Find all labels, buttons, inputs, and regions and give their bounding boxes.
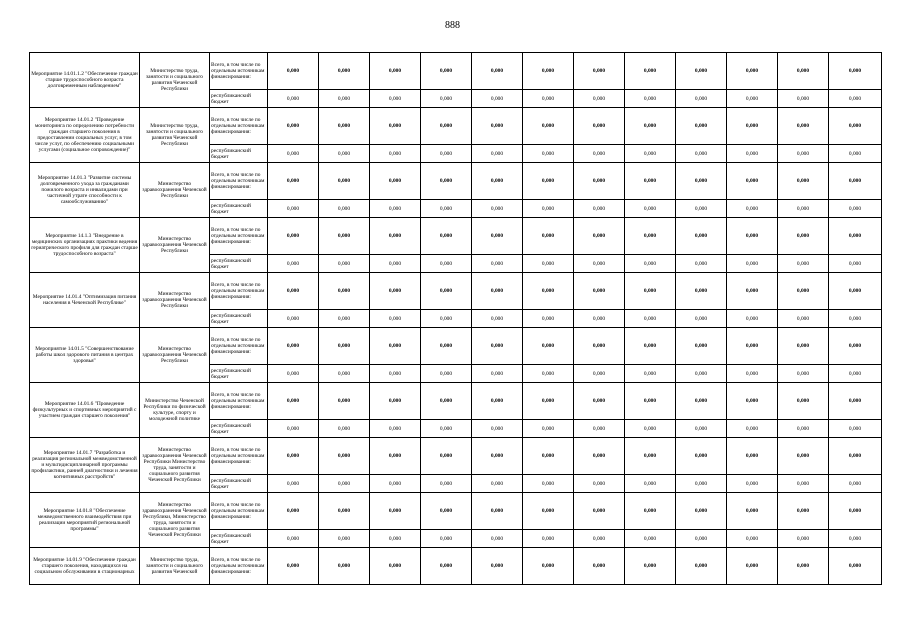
total-amount-cell: 0,000 [778, 328, 829, 365]
total-amount-cell: 0,000 [319, 163, 370, 200]
budget-amount-cell: 0,000 [421, 145, 472, 163]
responsible-org-cell: Министерство здравоохранения Чеченской Республики Министерство труда, занятости и социального развития Чеченской Республики [140, 438, 210, 493]
responsible-org-cell: Министерство здравоохранения Чеченской Республики [140, 163, 210, 218]
budget-amount-cell: 0,000 [523, 365, 574, 383]
total-amount-cell: 0,000 [778, 493, 829, 530]
budget-amount-cell: 0,000 [523, 530, 574, 548]
budget-amount-cell: 0,000 [370, 255, 421, 273]
total-amount-cell: 0,000 [574, 548, 625, 585]
total-amount-cell: 0,000 [472, 493, 523, 530]
budget-amount-cell: 0,000 [472, 530, 523, 548]
budget-amount-cell: 0,000 [625, 310, 676, 328]
total-amount-cell: 0,000 [574, 163, 625, 200]
table-row [30, 383, 882, 420]
total-amount-cell: 0,000 [676, 108, 727, 145]
total-amount-cell: 0,000 [523, 163, 574, 200]
responsible-org-cell: Министерство труда, занятости и социального развития Чеченской [140, 548, 210, 585]
funding-source-total-label: Всего, в том числе по отдельным источникам финансирования: [210, 548, 268, 585]
funding-source-budget-label: республиканский бюджет [210, 145, 268, 163]
total-amount-cell: 0,000 [625, 493, 676, 530]
total-amount-cell: 0,000 [421, 493, 472, 530]
activity-cell: Мероприятие 14.01.2 "Проведение мониторинга по определению потребности граждан старшего поколения в предоставлении социальных услуг, в том числе услуг, по обеспечению социальными услугами (социальное сопровождение)" [30, 108, 140, 163]
total-amount-cell: 0,000 [472, 328, 523, 365]
total-amount-cell: 0,000 [829, 53, 882, 90]
total-amount-cell: 0,000 [778, 548, 829, 585]
budget-amount-cell: 0,000 [574, 365, 625, 383]
budget-amount-cell: 0,000 [727, 90, 778, 108]
total-amount-cell: 0,000 [625, 273, 676, 310]
total-amount-cell: 0,000 [574, 438, 625, 475]
budget-amount-cell: 0,000 [676, 200, 727, 218]
budget-amount-cell: 0,000 [676, 365, 727, 383]
budget-amount-cell: 0,000 [829, 90, 882, 108]
funding-source-budget-label: республиканский бюджет [210, 365, 268, 383]
total-amount-cell: 0,000 [370, 493, 421, 530]
budget-amount-cell: 0,000 [268, 530, 319, 548]
total-amount-cell: 0,000 [421, 548, 472, 585]
total-amount-cell: 0,000 [472, 273, 523, 310]
total-amount-cell: 0,000 [370, 548, 421, 585]
total-amount-cell: 0,000 [625, 383, 676, 420]
responsible-org-cell: Министерство здравоохранения Чеченской Республики [140, 328, 210, 383]
total-amount-cell: 0,000 [574, 493, 625, 530]
budget-amount-cell: 0,000 [421, 200, 472, 218]
funding-source-total-label: Всего, в том числе по отдельным источникам финансирования: [210, 493, 268, 530]
total-amount-cell: 0,000 [421, 218, 472, 255]
total-amount-cell: 0,000 [727, 383, 778, 420]
table-row [30, 328, 882, 365]
budget-amount-cell: 0,000 [574, 255, 625, 273]
budget-amount-cell: 0,000 [268, 145, 319, 163]
responsible-org-cell: Министерство труда, занятости и социального развития Чеченской Республики [140, 53, 210, 108]
budget-amount-cell: 0,000 [370, 530, 421, 548]
budget-amount-cell: 0,000 [370, 365, 421, 383]
funding-source-total-label: Всего, в том числе по отдельным источникам финансирования: [210, 53, 268, 90]
budget-amount-cell: 0,000 [574, 310, 625, 328]
total-amount-cell: 0,000 [625, 438, 676, 475]
total-amount-cell: 0,000 [778, 108, 829, 145]
total-amount-cell: 0,000 [370, 328, 421, 365]
budget-amount-cell: 0,000 [472, 310, 523, 328]
total-amount-cell: 0,000 [268, 493, 319, 530]
total-amount-cell: 0,000 [319, 493, 370, 530]
total-amount-cell: 0,000 [829, 163, 882, 200]
funding-source-budget-label: республиканский бюджет [210, 310, 268, 328]
budget-amount-cell: 0,000 [829, 200, 882, 218]
table-row [30, 163, 882, 200]
total-amount-cell: 0,000 [421, 273, 472, 310]
budget-amount-cell: 0,000 [421, 310, 472, 328]
budget-amount-cell: 0,000 [778, 145, 829, 163]
total-amount-cell: 0,000 [319, 548, 370, 585]
budget-amount-cell: 0,000 [778, 200, 829, 218]
budget-amount-cell: 0,000 [727, 420, 778, 438]
total-amount-cell: 0,000 [370, 53, 421, 90]
total-amount-cell: 0,000 [829, 108, 882, 145]
table-row [30, 548, 882, 585]
budget-amount-cell: 0,000 [523, 310, 574, 328]
budget-amount-cell: 0,000 [829, 420, 882, 438]
total-amount-cell: 0,000 [829, 493, 882, 530]
budget-amount-cell: 0,000 [727, 200, 778, 218]
funding-source-total-label: Всего, в том числе по отдельным источникам финансирования: [210, 218, 268, 255]
total-amount-cell: 0,000 [370, 438, 421, 475]
budget-amount-cell: 0,000 [472, 255, 523, 273]
budget-amount-cell: 0,000 [778, 475, 829, 493]
page-number: 888 [445, 20, 460, 31]
total-amount-cell: 0,000 [574, 218, 625, 255]
budget-amount-cell: 0,000 [370, 420, 421, 438]
activity-cell: Мероприятие 14.01.8 "Обеспечение межведомственного взаимодействия при реализации мероприятий региональной программы" [30, 493, 140, 548]
total-amount-cell: 0,000 [421, 163, 472, 200]
total-amount-cell: 0,000 [523, 328, 574, 365]
budget-amount-cell: 0,000 [574, 475, 625, 493]
total-amount-cell: 0,000 [676, 383, 727, 420]
total-amount-cell: 0,000 [574, 108, 625, 145]
funding-source-budget-label: республиканский бюджет [210, 420, 268, 438]
budget-amount-cell: 0,000 [625, 420, 676, 438]
total-amount-cell: 0,000 [319, 108, 370, 145]
budget-amount-cell: 0,000 [421, 255, 472, 273]
activity-cell: Мероприятие 14.01.3 "Развитие системы долговременного ухода за гражданами пожилого возраста и инвалидами при частичной утрате способности к самообслуживанию" [30, 163, 140, 218]
funding-source-budget-label: республиканский бюджет [210, 200, 268, 218]
activity-cell: Мероприятие 14.01.4 "Оптимизация питания населения в Чеченской Республике" [30, 273, 140, 328]
total-amount-cell: 0,000 [778, 163, 829, 200]
budget-amount-cell: 0,000 [625, 530, 676, 548]
budget-amount-cell: 0,000 [523, 420, 574, 438]
total-amount-cell: 0,000 [268, 548, 319, 585]
responsible-org-cell: Министерство здравоохранения Чеченской Республики, Министерство труда, занятости и социального развития Чеченской Республики [140, 493, 210, 548]
budget-amount-cell: 0,000 [472, 90, 523, 108]
budget-amount-cell: 0,000 [421, 475, 472, 493]
budget-amount-cell: 0,000 [676, 310, 727, 328]
total-amount-cell: 0,000 [829, 383, 882, 420]
budget-amount-cell: 0,000 [574, 420, 625, 438]
total-amount-cell: 0,000 [727, 218, 778, 255]
funding-source-total-label: Всего, в том числе по отдельным источникам финансирования: [210, 383, 268, 420]
total-amount-cell: 0,000 [472, 548, 523, 585]
total-amount-cell: 0,000 [421, 328, 472, 365]
budget-amount-cell: 0,000 [472, 420, 523, 438]
total-amount-cell: 0,000 [319, 273, 370, 310]
funding-source-total-label: Всего, в том числе по отдельным источникам финансирования: [210, 163, 268, 200]
total-amount-cell: 0,000 [676, 438, 727, 475]
budget-amount-cell: 0,000 [370, 310, 421, 328]
total-amount-cell: 0,000 [319, 53, 370, 90]
budget-amount-cell: 0,000 [829, 365, 882, 383]
total-amount-cell: 0,000 [472, 53, 523, 90]
budget-amount-cell: 0,000 [421, 530, 472, 548]
budget-amount-cell: 0,000 [727, 255, 778, 273]
total-amount-cell: 0,000 [778, 438, 829, 475]
total-amount-cell: 0,000 [676, 163, 727, 200]
budget-amount-cell: 0,000 [574, 90, 625, 108]
total-amount-cell: 0,000 [421, 438, 472, 475]
budget-amount-cell: 0,000 [727, 145, 778, 163]
total-amount-cell: 0,000 [574, 53, 625, 90]
total-amount-cell: 0,000 [268, 53, 319, 90]
total-amount-cell: 0,000 [574, 328, 625, 365]
budget-amount-cell: 0,000 [625, 255, 676, 273]
total-amount-cell: 0,000 [268, 108, 319, 145]
budget-amount-cell: 0,000 [268, 365, 319, 383]
total-amount-cell: 0,000 [829, 438, 882, 475]
budget-amount-cell: 0,000 [268, 475, 319, 493]
total-amount-cell: 0,000 [625, 218, 676, 255]
activity-cell: Мероприятие 14.1.3 "Внедрение в медицинских организациях практики ведения гериатрического профиля для граждан старше трудоспособного возраста" [30, 218, 140, 273]
total-amount-cell: 0,000 [676, 53, 727, 90]
total-amount-cell: 0,000 [574, 383, 625, 420]
total-amount-cell: 0,000 [727, 108, 778, 145]
budget-amount-cell: 0,000 [676, 255, 727, 273]
funding-source-total-label: Всего, в том числе по отдельным источникам финансирования: [210, 328, 268, 365]
budget-amount-cell: 0,000 [676, 530, 727, 548]
activity-cell: Мероприятие 14.01.9 "Обеспечение граждан старшего поколения, находящихся на социальном обслуживании в стационарных [30, 548, 140, 585]
funding-source-total-label: Всего, в том числе по отдельным источникам финансирования: [210, 273, 268, 310]
budget-amount-cell: 0,000 [625, 475, 676, 493]
total-amount-cell: 0,000 [829, 218, 882, 255]
total-amount-cell: 0,000 [625, 163, 676, 200]
budget-amount-cell: 0,000 [676, 90, 727, 108]
total-amount-cell: 0,000 [523, 53, 574, 90]
budget-amount-cell: 0,000 [370, 90, 421, 108]
budget-amount-cell: 0,000 [523, 145, 574, 163]
budget-amount-cell: 0,000 [727, 475, 778, 493]
budget-amount-cell: 0,000 [370, 145, 421, 163]
total-amount-cell: 0,000 [319, 383, 370, 420]
funding-source-budget-label: республиканский бюджет [210, 255, 268, 273]
table-row [30, 218, 882, 255]
budget-amount-cell: 0,000 [523, 90, 574, 108]
total-amount-cell: 0,000 [676, 273, 727, 310]
total-amount-cell: 0,000 [421, 383, 472, 420]
total-amount-cell: 0,000 [472, 383, 523, 420]
total-amount-cell: 0,000 [727, 328, 778, 365]
total-amount-cell: 0,000 [727, 438, 778, 475]
budget-amount-cell: 0,000 [778, 90, 829, 108]
total-amount-cell: 0,000 [778, 273, 829, 310]
table-row [30, 273, 882, 310]
total-amount-cell: 0,000 [676, 493, 727, 530]
table-row [30, 493, 882, 530]
responsible-org-cell: Министерство здравоохранения Чеченской Республики [140, 218, 210, 273]
total-amount-cell: 0,000 [727, 273, 778, 310]
budget-amount-cell: 0,000 [370, 475, 421, 493]
budget-amount-cell: 0,000 [574, 530, 625, 548]
budget-amount-cell: 0,000 [319, 90, 370, 108]
total-amount-cell: 0,000 [370, 218, 421, 255]
budget-amount-cell: 0,000 [829, 310, 882, 328]
budget-amount-cell: 0,000 [574, 200, 625, 218]
total-amount-cell: 0,000 [625, 328, 676, 365]
total-amount-cell: 0,000 [523, 218, 574, 255]
budget-amount-cell: 0,000 [319, 310, 370, 328]
budget-amount-cell: 0,000 [727, 310, 778, 328]
total-amount-cell: 0,000 [268, 273, 319, 310]
budget-amount-cell: 0,000 [778, 255, 829, 273]
budget-amount-cell: 0,000 [829, 255, 882, 273]
financing-table [29, 52, 882, 585]
total-amount-cell: 0,000 [829, 548, 882, 585]
activity-cell: Мероприятие 14.01.6 "Проведение физкультурных и спортивных мероприятий с участием граждан старшего поколения" [30, 383, 140, 438]
budget-amount-cell: 0,000 [625, 365, 676, 383]
total-amount-cell: 0,000 [370, 108, 421, 145]
budget-amount-cell: 0,000 [268, 310, 319, 328]
funding-source-total-label: Всего, в том числе по отдельным источникам финансирования: [210, 438, 268, 475]
total-amount-cell: 0,000 [268, 438, 319, 475]
budget-amount-cell: 0,000 [268, 90, 319, 108]
total-amount-cell: 0,000 [523, 108, 574, 145]
total-amount-cell: 0,000 [676, 548, 727, 585]
budget-amount-cell: 0,000 [523, 475, 574, 493]
budget-amount-cell: 0,000 [472, 200, 523, 218]
total-amount-cell: 0,000 [421, 108, 472, 145]
total-amount-cell: 0,000 [472, 438, 523, 475]
budget-amount-cell: 0,000 [778, 310, 829, 328]
budget-amount-cell: 0,000 [829, 475, 882, 493]
total-amount-cell: 0,000 [268, 218, 319, 255]
total-amount-cell: 0,000 [370, 163, 421, 200]
budget-amount-cell: 0,000 [574, 145, 625, 163]
total-amount-cell: 0,000 [676, 218, 727, 255]
budget-amount-cell: 0,000 [421, 90, 472, 108]
budget-amount-cell: 0,000 [778, 420, 829, 438]
total-amount-cell: 0,000 [778, 218, 829, 255]
activity-cell: Мероприятие 14.01.7 "Разработка и реализация региональной межведомственной и мультидисциплинарной программы профилактики, ранней диагностики и лечения когнитивных расстройств" [30, 438, 140, 493]
budget-amount-cell: 0,000 [523, 200, 574, 218]
budget-amount-cell: 0,000 [676, 420, 727, 438]
total-amount-cell: 0,000 [778, 53, 829, 90]
activity-cell: Мероприятие 14.01.5 "Совершенствование работы школ здорового питания в центрах здоровья" [30, 328, 140, 383]
budget-amount-cell: 0,000 [472, 475, 523, 493]
total-amount-cell: 0,000 [523, 548, 574, 585]
budget-amount-cell: 0,000 [778, 530, 829, 548]
budget-amount-cell: 0,000 [319, 420, 370, 438]
total-amount-cell: 0,000 [625, 548, 676, 585]
total-amount-cell: 0,000 [421, 53, 472, 90]
funding-source-budget-label: республиканский бюджет [210, 530, 268, 548]
total-amount-cell: 0,000 [319, 438, 370, 475]
budget-amount-cell: 0,000 [268, 200, 319, 218]
budget-amount-cell: 0,000 [370, 200, 421, 218]
total-amount-cell: 0,000 [319, 218, 370, 255]
funding-source-budget-label: республиканский бюджет [210, 475, 268, 493]
budget-amount-cell: 0,000 [676, 145, 727, 163]
total-amount-cell: 0,000 [370, 273, 421, 310]
total-amount-cell: 0,000 [268, 328, 319, 365]
total-amount-cell: 0,000 [778, 383, 829, 420]
total-amount-cell: 0,000 [574, 273, 625, 310]
total-amount-cell: 0,000 [727, 493, 778, 530]
total-amount-cell: 0,000 [523, 383, 574, 420]
total-amount-cell: 0,000 [625, 108, 676, 145]
budget-amount-cell: 0,000 [727, 530, 778, 548]
budget-amount-cell: 0,000 [268, 255, 319, 273]
budget-amount-cell: 0,000 [829, 530, 882, 548]
total-amount-cell: 0,000 [625, 53, 676, 90]
budget-amount-cell: 0,000 [472, 145, 523, 163]
total-amount-cell: 0,000 [268, 383, 319, 420]
budget-amount-cell: 0,000 [268, 420, 319, 438]
total-amount-cell: 0,000 [319, 328, 370, 365]
total-amount-cell: 0,000 [676, 328, 727, 365]
budget-amount-cell: 0,000 [625, 200, 676, 218]
total-amount-cell: 0,000 [268, 163, 319, 200]
budget-amount-cell: 0,000 [778, 365, 829, 383]
budget-amount-cell: 0,000 [319, 365, 370, 383]
activity-cell: Мероприятие 14.01.1.2 "Обеспечение граждан старше трудоспособного возраста долговременным наблюдением" [30, 53, 140, 108]
budget-amount-cell: 0,000 [523, 255, 574, 273]
total-amount-cell: 0,000 [523, 438, 574, 475]
total-amount-cell: 0,000 [727, 163, 778, 200]
funding-source-budget-label: республиканский бюджет [210, 90, 268, 108]
budget-amount-cell: 0,000 [727, 365, 778, 383]
budget-amount-cell: 0,000 [319, 145, 370, 163]
table-row [30, 108, 882, 145]
total-amount-cell: 0,000 [472, 163, 523, 200]
budget-amount-cell: 0,000 [625, 145, 676, 163]
total-amount-cell: 0,000 [829, 273, 882, 310]
budget-amount-cell: 0,000 [319, 255, 370, 273]
table-row [30, 53, 882, 90]
table-row [30, 438, 882, 475]
budget-amount-cell: 0,000 [625, 90, 676, 108]
budget-amount-cell: 0,000 [421, 365, 472, 383]
total-amount-cell: 0,000 [523, 273, 574, 310]
responsible-org-cell: Министерство здравоохранения Чеченской Республики [140, 273, 210, 328]
responsible-org-cell: Министерство Чеченской Республики по физической культуре, спорту и молодежной политике [140, 383, 210, 438]
budget-amount-cell: 0,000 [421, 420, 472, 438]
budget-amount-cell: 0,000 [676, 475, 727, 493]
budget-amount-cell: 0,000 [319, 475, 370, 493]
budget-amount-cell: 0,000 [319, 530, 370, 548]
total-amount-cell: 0,000 [727, 548, 778, 585]
funding-source-total-label: Всего, в том числе по отдельным источникам финансирования: [210, 108, 268, 145]
total-amount-cell: 0,000 [472, 218, 523, 255]
responsible-org-cell: Министерство труда, занятости и социального развития Чеченской Республики [140, 108, 210, 163]
total-amount-cell: 0,000 [727, 53, 778, 90]
total-amount-cell: 0,000 [370, 383, 421, 420]
budget-amount-cell: 0,000 [829, 145, 882, 163]
total-amount-cell: 0,000 [829, 328, 882, 365]
budget-amount-cell: 0,000 [472, 365, 523, 383]
total-amount-cell: 0,000 [523, 493, 574, 530]
budget-amount-cell: 0,000 [319, 200, 370, 218]
total-amount-cell: 0,000 [472, 108, 523, 145]
